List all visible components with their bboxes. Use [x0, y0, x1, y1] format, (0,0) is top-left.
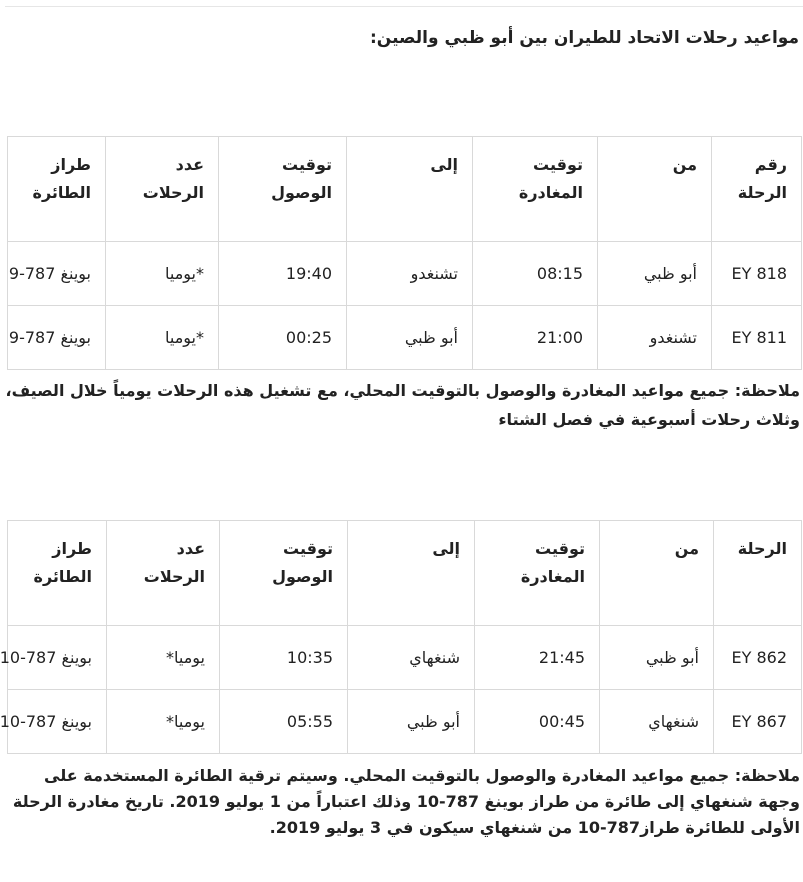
- header-from: [600, 521, 714, 626]
- header-label: الرحلة: [737, 539, 787, 558]
- header-label: توقيت: [282, 155, 332, 174]
- cell-aircraft: بوينغ 787-10: [8, 690, 107, 754]
- flight-number: EY 867: [731, 712, 787, 731]
- cell-arrival: [220, 690, 348, 754]
- cell-frequency: يوميا*: [107, 690, 220, 754]
- header-label: عدد: [175, 155, 204, 174]
- header-from: [598, 137, 712, 242]
- cell-from: تشنغدو: [598, 306, 712, 370]
- departure-time: 00:45: [538, 712, 585, 731]
- cell-to: شنغهاي: [348, 626, 475, 690]
- abu-dhabi-chengdu-schedule-table: [7, 136, 802, 370]
- header-label: طراز الطائرة: [32, 155, 91, 202]
- header-flight-count: [106, 137, 219, 242]
- cell-to: أبو ظبي: [347, 306, 473, 370]
- arrival-time: 05:55: [286, 712, 333, 731]
- header-label: الرحلات: [142, 183, 204, 202]
- header-label: الوصول: [272, 567, 333, 586]
- header-label: إلى: [430, 155, 458, 174]
- header-label: المغادرة: [518, 183, 583, 202]
- cell-to: تشنغدو: [347, 242, 473, 306]
- header-label: من: [674, 539, 699, 558]
- header-label: رقم: [754, 155, 787, 174]
- header-label: توقيت: [283, 539, 333, 558]
- cell-arrival: [219, 242, 347, 306]
- header-label: عدد: [176, 539, 205, 558]
- header-departure-time: [475, 521, 600, 626]
- header-label: من: [672, 155, 697, 174]
- table-row: [8, 690, 802, 754]
- table-row: [8, 242, 802, 306]
- cell-departure: [475, 690, 600, 754]
- cell-arrival: [220, 626, 348, 690]
- abu-dhabi-shanghai-schedule-table: [0, 520, 802, 754]
- cell-frequency: *يوميا: [106, 306, 219, 370]
- cell-from: أبو ظبي: [598, 242, 712, 306]
- cell-from: أبو ظبي: [600, 626, 714, 690]
- header-label: الوصول: [271, 183, 332, 202]
- cell-to: أبو ظبي: [348, 690, 475, 754]
- cell-flight: [714, 690, 802, 754]
- header-to: [348, 521, 475, 626]
- table-row: [8, 626, 802, 690]
- departure-time: 21:45: [538, 648, 585, 667]
- cell-departure: [475, 626, 600, 690]
- header-flight-number: [712, 137, 802, 242]
- cell-aircraft: بوينغ 787-9: [8, 306, 106, 370]
- header-flight: [714, 521, 802, 626]
- cell-aircraft: بوينغ 787-10: [8, 626, 107, 690]
- header-label: توقيت: [535, 539, 585, 558]
- flight-number: EY 818: [731, 264, 787, 283]
- top-divider: [5, 6, 803, 7]
- schedule-note-chengdu: ملاحظة: جميع مواعيد المغادرة والوصول بالتوقيت المحلي، مع تشغيل هذه الرحلات يومياً خلال الصيف، وثلاث رحلات أسبوعية في فصل الشتاء: [5, 381, 800, 429]
- cell-arrival: [219, 306, 347, 370]
- cell-flight: [714, 626, 802, 690]
- departure-time: 21:00: [536, 328, 583, 347]
- cell-frequency: *يوميا: [106, 242, 219, 306]
- header-aircraft-type: [8, 137, 106, 242]
- cell-departure: [473, 306, 598, 370]
- header-label: المغادرة: [520, 567, 585, 586]
- page-title: مواعيد رحلات الاتحاد للطيران بين أبو ظبي والصين:: [369, 28, 799, 48]
- header-arrival-time: [220, 521, 348, 626]
- cell-frequency: يوميا*: [107, 626, 220, 690]
- header-to: [347, 137, 473, 242]
- table-row: [8, 306, 802, 370]
- header-label: طراز الطائرة: [33, 539, 92, 586]
- header-arrival-time: [219, 137, 347, 242]
- arrival-time: 00:25: [285, 328, 332, 347]
- flight-number: EY 862: [731, 648, 787, 667]
- header-departure-time: [473, 137, 598, 242]
- header-label: الرحلات: [143, 567, 205, 586]
- cell-aircraft: بوينغ 787-9: [8, 242, 106, 306]
- schedule-note-shanghai: ملاحظة: جميع مواعيد المغادرة والوصول بالتوقيت المحلي. وسيتم ترقية الطائرة المستخدمة على وجهة شنغهاي إلى طائرة من طراز بوينغ 787-10 وذلك اعتباراً من 1 يوليو 2019. تاريخ مغادرة الرحلة الأولى للطائرة طراز787-10 من شنغهاي سيكون في 3 يوليو 2019.: [12, 766, 800, 837]
- table-header-row: [8, 137, 802, 242]
- arrival-time: 10:35: [286, 648, 333, 667]
- cell-departure: [473, 242, 598, 306]
- header-label: توقيت: [533, 155, 583, 174]
- header-aircraft-type: [8, 521, 107, 626]
- arrival-time: 19:40: [285, 264, 332, 283]
- header-flight-count: [107, 521, 220, 626]
- departure-time: 08:15: [536, 264, 583, 283]
- cell-flight: [712, 242, 802, 306]
- table-header-row: [8, 521, 802, 626]
- cell-flight: [712, 306, 802, 370]
- flight-number: EY 811: [731, 328, 787, 347]
- header-label: الرحلة: [737, 183, 787, 202]
- cell-from: شنغهاي: [600, 690, 714, 754]
- header-label: إلى: [432, 539, 460, 558]
